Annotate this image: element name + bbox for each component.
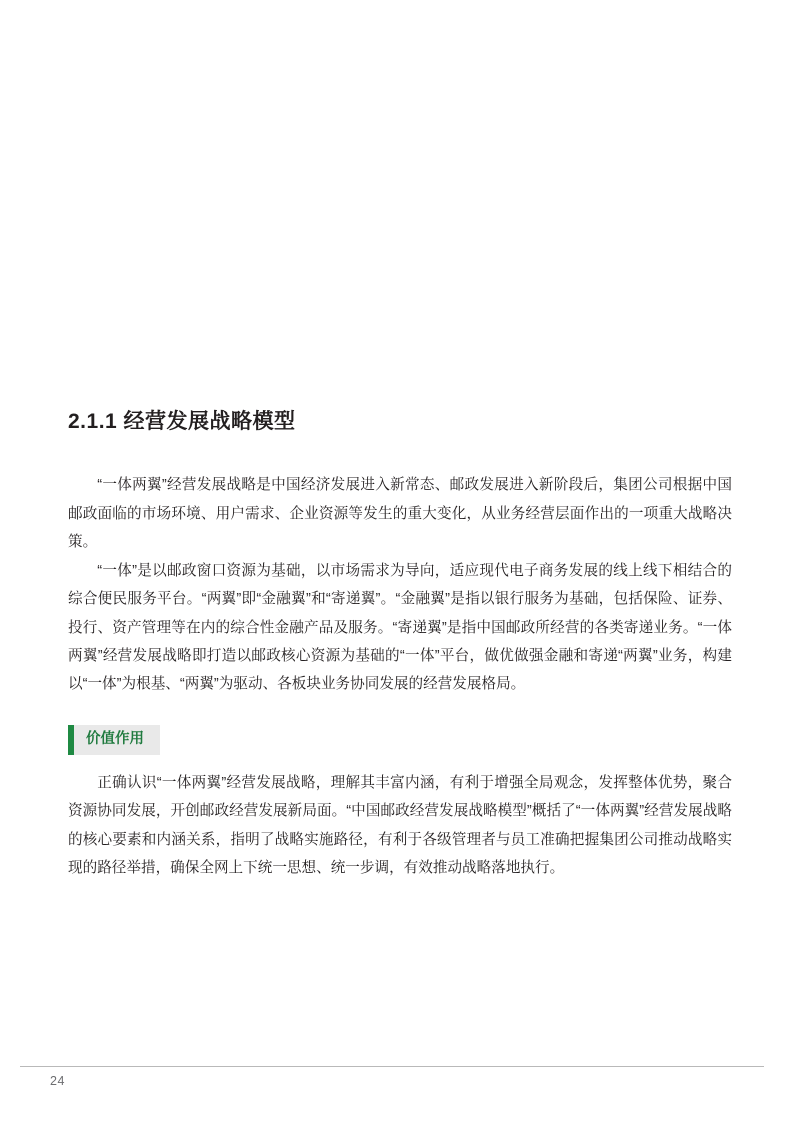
page-number: 24 xyxy=(50,1074,65,1088)
status-badge xyxy=(68,725,160,755)
page-content xyxy=(68,408,732,883)
status-badge-label: 价值作用 xyxy=(86,730,144,747)
page-title: 2.1.1 经营发展战略模型 xyxy=(68,410,296,433)
body-paragraph: 正确认识“一体两翼”经营发展战略，理解其丰富内涵，有利于增强全局观念，发挥整体优势，聚合资源协同发展，开创邮政经营发展新局面。“中国邮政经营发展战略模型”概括了“一体两翼”经营发展战略的核心要素和内涵关系，指明了战略实施路径，有利于各级管理者与员工准确把握集团公司推动战略实现的路径举措，确保全网上下统一思想、统一步调，有效推动战略落地执行。 xyxy=(68,774,732,877)
footer-divider xyxy=(20,1066,764,1067)
body-paragraph: “一体两翼”经营发展战略是中国经济发展进入新常态、邮政发展进入新阶段后，集团公司根据中国邮政面临的市场环境、用户需求、企业资源等发生的重大变化，从业务经营层面作出的一项重大战略决策。 xyxy=(68,477,732,551)
body-paragraph: “一体”是以邮政窗口资源为基础，以市场需求为导向，适应现代电子商务发展的线上线下相结合的综合便民服务平台。“两翼”即“金融翼”和“寄递翼”。“金融翼”是指以银行服务为基础，包括保险、证券、投行、资产管理等在内的综合性金融产品及服务。“寄递翼”是指中国邮政所经营的各类寄递业务。“一体两翼”经营发展战略即打造以邮政核心资源为基础的“一体”平台，做优做强金融和寄递“两翼”业务，构建以“一体”为根基、“两翼”为驱动、各板块业务协同发展的经营发展格局。 xyxy=(68,562,732,693)
page-footer xyxy=(0,1066,800,1096)
